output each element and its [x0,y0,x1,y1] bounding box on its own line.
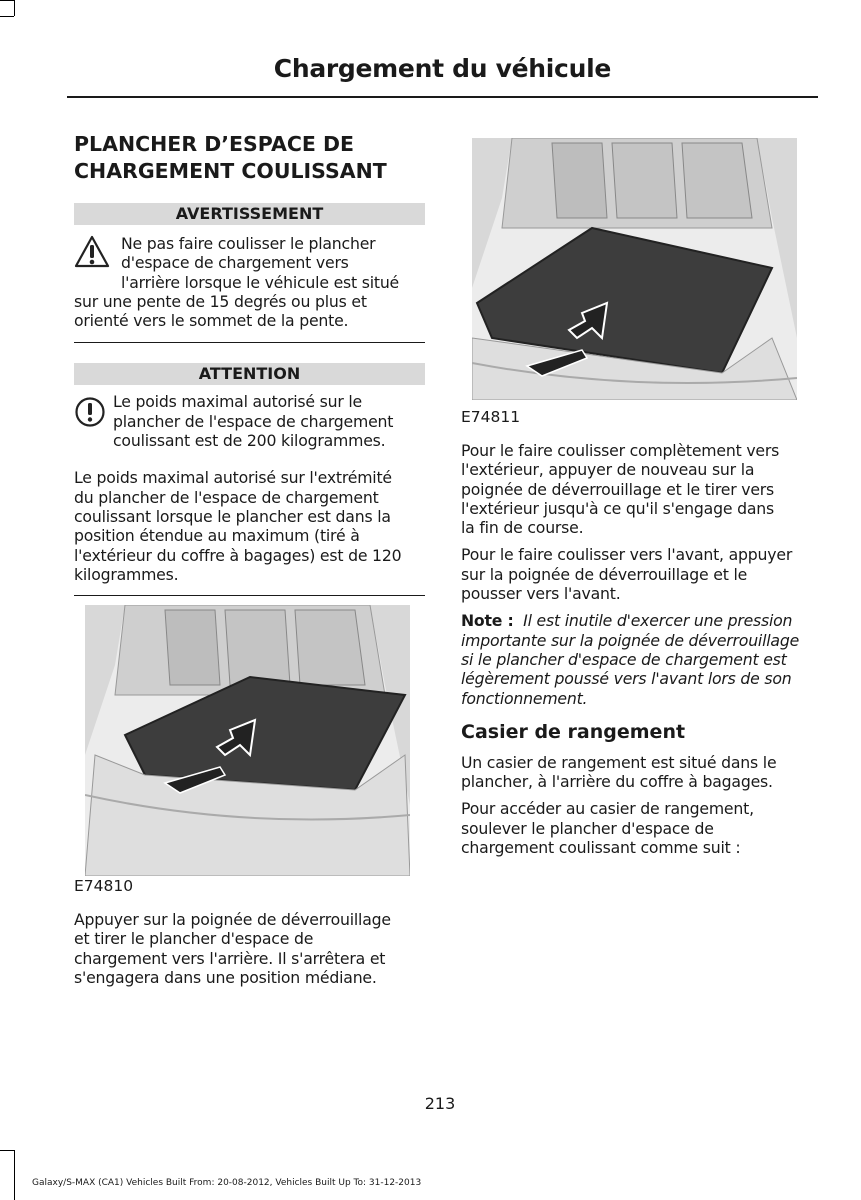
header-rule [67,96,818,98]
crop-mark [0,1150,14,1151]
paragraph: Pour le faire coulisser complètement vers l'extérieur, appuyer de nouveau sur la poignée de déverrouillage et le tirer vers l'extérieur jusqu'à ce qu'il s'engage dans la fin de course. [461,441,780,538]
warning-text: Ne pas faire coulisser le plancher d'espace de chargement vers l'arrière lorsque le véhicule est situé sur une pente de 15 degrés ou plus et orienté vers le sommet de la pente. [74,234,400,331]
figure-image-e74811 [472,138,797,400]
crop-mark [0,0,14,1]
paragraph: Un casier de rangement est situé dans le plancher, à l'arrière du coffre à bagages. [461,752,777,792]
paragraph: Le poids maximal autorisé sur l'extrémité du plancher de l'espace de chargement coulissant lorsque le plancher est dans la position étendue au maximum (tiré à l'extérieur du coffre à bagages) est de 120 kilogrammes. [74,468,402,584]
caution-circle-icon [74,396,106,428]
crop-mark [0,16,14,17]
right-column [461,408,813,857]
warning-triangle-icon [74,235,110,268]
left-column [74,131,425,596]
crop-mark [14,1150,15,1200]
page-number: 213 [424,1094,456,1113]
caution-text: Le poids maximal autorisé sur le plancher de l'espace de chargement coulissant est de 200 kilogrammes. [74,392,425,450]
footer: Galaxy/S-MAX (CA1) Vehicles Built From: 20-08-2012, Vehicles Built Up To: 31-12-2013 [32,1178,422,1188]
subheading: Casier de rangement [461,720,686,743]
figure-label: E74811 [461,408,521,426]
note: Note : Il est inutile d'exercer une pression importante sur la poignée de déverrouillage si le plancher d'espace de chargement est légèrement poussé vers l'avant lors de son fonctionnement. [461,611,800,708]
caution-heading: ATTENTION [74,363,425,385]
crop-mark [14,0,15,16]
page-header-title: Chargement du véhicule [273,54,611,83]
paragraph: Pour le faire coulisser vers l'avant, appuyer sur la poignée de déverrouillage et le pousser vers l'avant. [461,545,793,604]
figure-label: E74810 [74,877,134,895]
divider [74,342,425,343]
paragraph: Appuyer sur la poignée de déverrouillage et tirer le plancher d'espace de chargement vers l'arrière. Il s'arrêtera et s'engagera dans une position médiane. [74,910,391,987]
note-label: Note : [461,611,514,631]
warning-heading: AVERTISSEMENT [74,203,425,225]
paragraph: Pour accéder au casier de rangement, soulever le plancher d'espace de chargement coulissant comme suit : [461,799,754,858]
divider [74,595,425,596]
figure-image-e74810 [85,605,410,876]
section-title: PLANCHER D’ESPACE DE CHARGEMENT COULISSANT [74,132,387,183]
